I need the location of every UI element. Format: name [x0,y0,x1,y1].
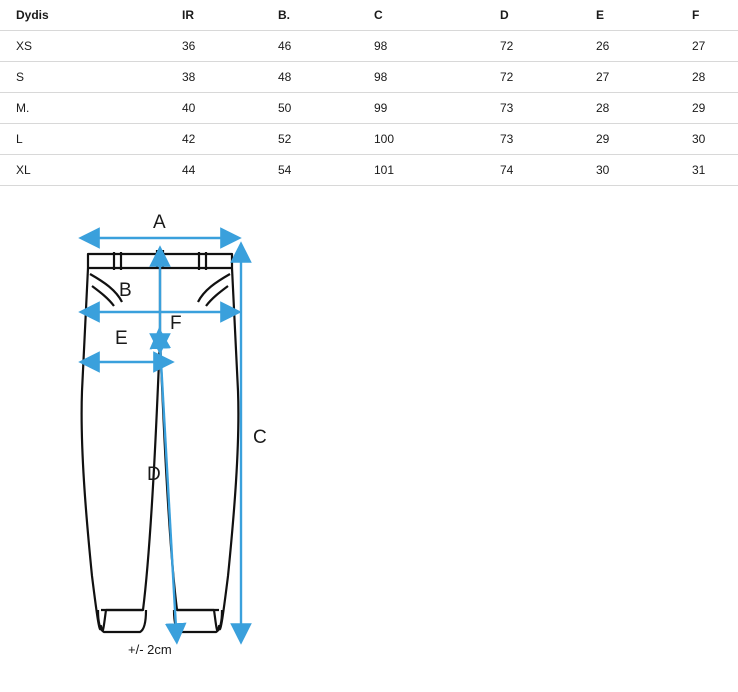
cell-b: 52 [278,124,374,155]
row-header-size: S [0,62,182,93]
cell-f: 31 [692,155,738,186]
cell-f: 30 [692,124,738,155]
cell-d: 72 [500,62,596,93]
trousers-measurement-svg [0,186,738,684]
column-header-c: C [374,0,500,31]
cell-c: 100 [374,124,500,155]
table-row [0,93,738,124]
cell-d: 72 [500,31,596,62]
column-header-f: F [692,0,738,31]
cell-d: 74 [500,155,596,186]
cell-c: 99 [374,93,500,124]
column-header-d: D [500,0,596,31]
label-a: A [153,212,166,233]
cell-b: 48 [278,62,374,93]
size-chart-table [0,0,738,186]
column-header-e: E [596,0,692,31]
cell-c: 98 [374,62,500,93]
cell-e: 30 [596,155,692,186]
label-f: F [170,313,182,334]
row-header-size: XL [0,155,182,186]
measure-arrows [95,238,241,628]
column-header-ir: IR [182,0,278,31]
cell-d: 73 [500,124,596,155]
column-header-b: B. [278,0,374,31]
cell-b: 54 [278,155,374,186]
table-row [0,62,738,93]
row-header-size: M. [0,93,182,124]
label-c: C [253,427,267,448]
cell-ir: 38 [182,62,278,93]
cell-f: 28 [692,62,738,93]
label-b: B [119,280,132,301]
arrow-d [160,344,176,628]
cell-ir: 44 [182,155,278,186]
cell-e: 29 [596,124,692,155]
row-header-size: XS [0,31,182,62]
table-row [0,31,738,62]
cell-d: 73 [500,93,596,124]
cell-f: 29 [692,93,738,124]
cell-ir: 36 [182,31,278,62]
cell-ir: 42 [182,124,278,155]
cell-b: 50 [278,93,374,124]
cell-ir: 40 [182,93,278,124]
cell-c: 98 [374,31,500,62]
column-header-size: Dydis [0,0,182,31]
row-header-size: L [0,124,182,155]
table-header-row [0,0,738,31]
tolerance-note: +/- 2cm [128,642,172,657]
cell-e: 27 [596,62,692,93]
cell-c: 101 [374,155,500,186]
cell-e: 28 [596,93,692,124]
measurement-diagram [0,186,738,684]
table-row [0,155,738,186]
table-body [0,31,738,186]
cell-b: 46 [278,31,374,62]
cell-f: 27 [692,31,738,62]
table-header [0,0,738,31]
table-row [0,124,738,155]
cell-e: 26 [596,31,692,62]
label-e: E [115,328,128,349]
label-d: D [147,464,161,485]
